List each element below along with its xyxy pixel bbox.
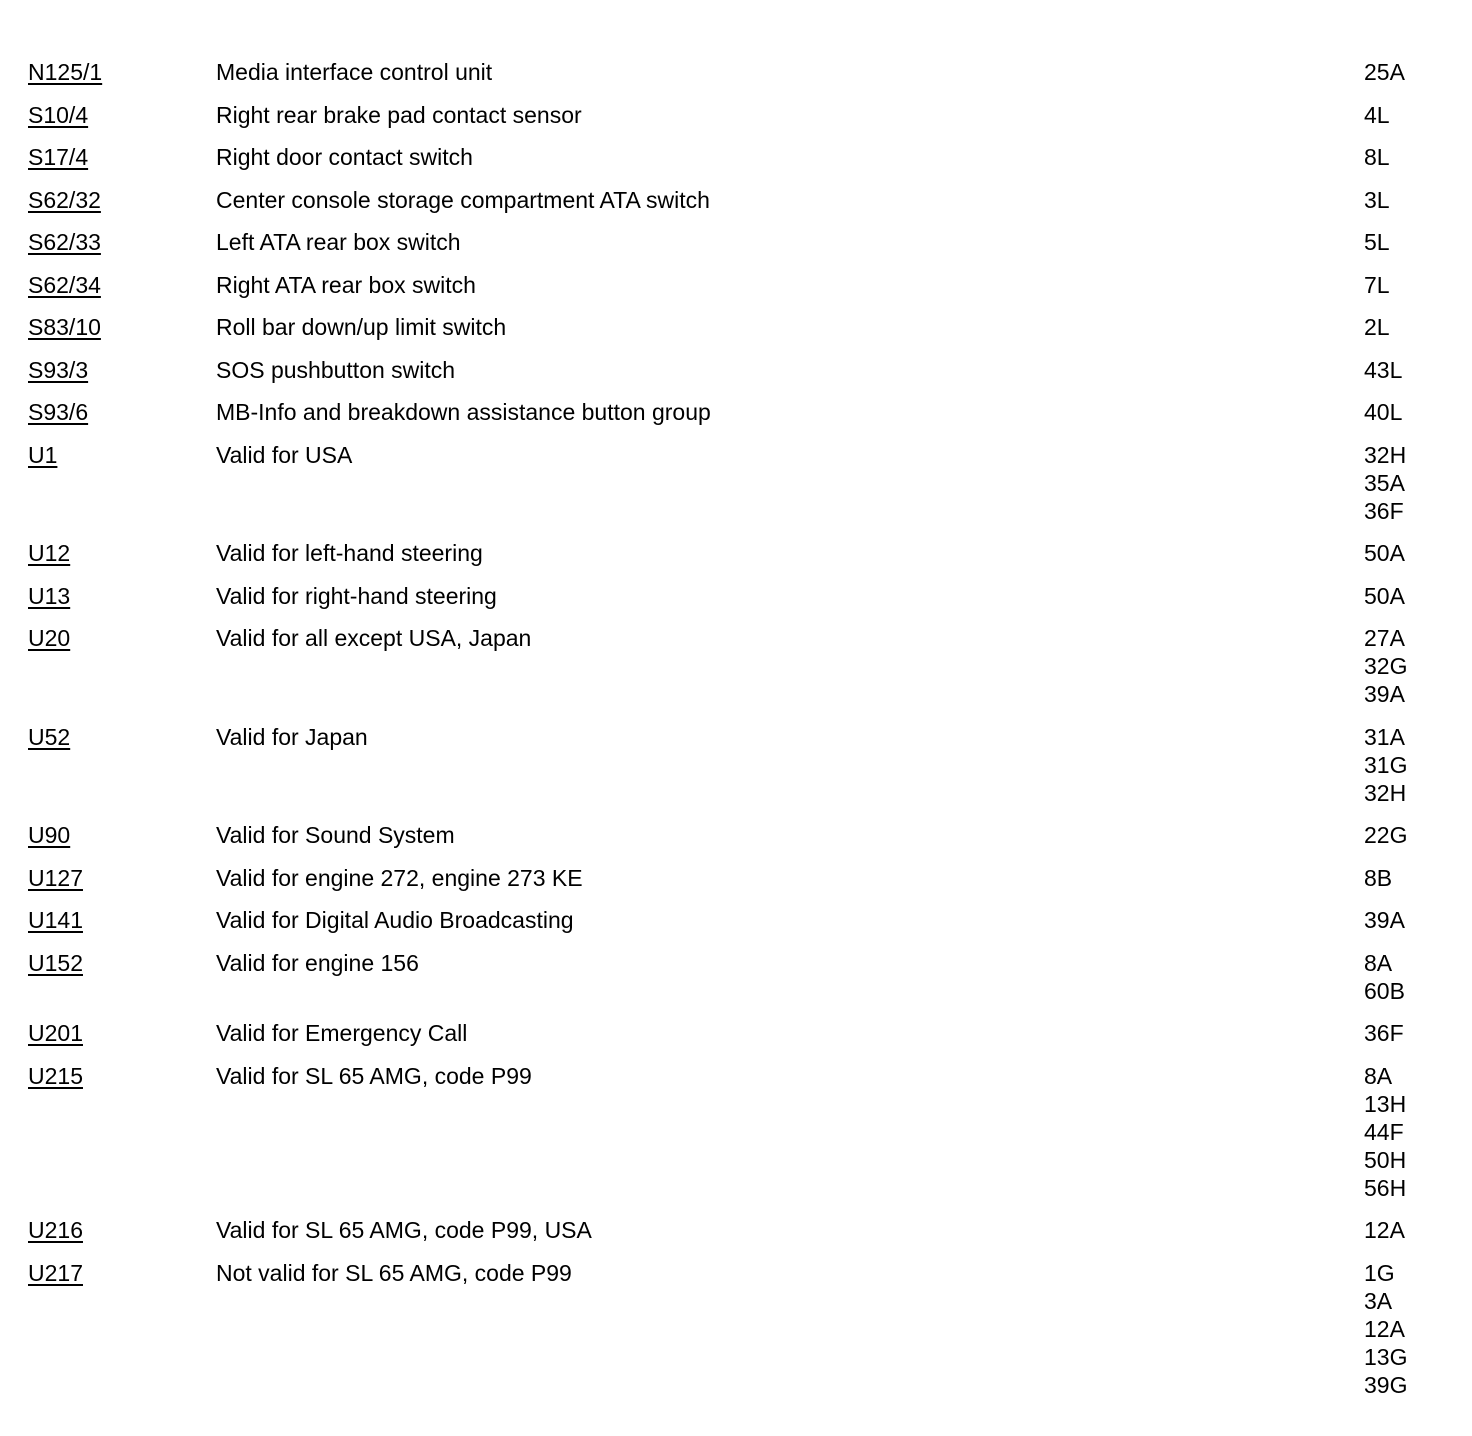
legend-row xyxy=(28,949,1448,1005)
component-code-link[interactable]: S62/33 xyxy=(28,229,101,255)
component-code-link[interactable]: S93/3 xyxy=(28,356,89,383)
component-description: Valid for Digital Audio Broadcasting xyxy=(216,907,574,933)
grid-location: 36F xyxy=(1364,497,1404,524)
component-code-link[interactable]: S17/4 xyxy=(28,144,89,170)
grid-location: 25A xyxy=(1364,59,1405,85)
legend-row xyxy=(28,356,1448,384)
grid-location: 50H xyxy=(1364,1146,1407,1173)
grid-location: 39G xyxy=(1364,1371,1408,1398)
legend-row xyxy=(28,441,1448,525)
component-description: Valid for engine 272, engine 273 KE xyxy=(216,864,583,891)
component-description: Valid for SL 65 AMG, code P99, USA xyxy=(216,1217,592,1243)
component-code-link[interactable]: U13 xyxy=(28,582,71,609)
grid-location: 32H xyxy=(1364,441,1407,468)
grid-location: 13G xyxy=(1364,1343,1408,1370)
grid-locations xyxy=(1364,624,1448,708)
component-code-link[interactable]: U1 xyxy=(28,441,58,468)
grid-location: 8L xyxy=(1364,144,1390,170)
grid-location: 31A xyxy=(1364,723,1405,750)
grid-locations xyxy=(1364,441,1448,525)
component-code-link[interactable]: U217 xyxy=(28,1259,83,1286)
grid-location: 12A xyxy=(1364,1315,1405,1342)
legend-row xyxy=(28,271,1448,299)
component-description: MB-Info and breakdown assistance button group xyxy=(216,399,711,425)
grid-location: 1G xyxy=(1364,1259,1395,1286)
component-description: Valid for left-hand steering xyxy=(216,540,483,566)
component-code-link[interactable]: U12 xyxy=(28,540,71,566)
component-description: Center console storage compartment ATA switch xyxy=(216,186,710,213)
legend-row xyxy=(28,143,1448,171)
component-legend-table xyxy=(28,58,1448,1413)
grid-locations xyxy=(1364,228,1448,256)
grid-locations xyxy=(1364,101,1448,129)
grid-location: 39A xyxy=(1364,907,1405,933)
component-description: Media interface control unit xyxy=(216,59,493,85)
component-description: SOS pushbutton switch xyxy=(216,356,456,383)
grid-locations xyxy=(1364,582,1448,610)
legend-row xyxy=(28,1062,1448,1202)
component-code-link[interactable]: S62/32 xyxy=(28,186,101,213)
component-description: Valid for engine 156 xyxy=(216,949,419,976)
component-description: Valid for USA xyxy=(216,441,353,468)
component-code-link[interactable]: U52 xyxy=(28,723,71,750)
legend-row xyxy=(28,58,1448,86)
legend-row xyxy=(28,101,1448,129)
grid-location: 7L xyxy=(1364,271,1390,298)
component-code-link[interactable]: S93/6 xyxy=(28,399,89,425)
grid-location: 40L xyxy=(1364,399,1403,425)
component-code-link[interactable]: U152 xyxy=(28,949,83,976)
grid-locations xyxy=(1364,1019,1448,1047)
component-code-link[interactable]: U215 xyxy=(28,1062,83,1089)
component-description: Valid for SL 65 AMG, code P99 xyxy=(216,1062,532,1089)
grid-locations xyxy=(1364,821,1448,849)
grid-locations xyxy=(1364,58,1448,86)
legend-row xyxy=(28,1259,1448,1399)
grid-location: 32H xyxy=(1364,779,1407,806)
grid-locations xyxy=(1364,356,1448,384)
component-description: Right ATA rear box switch xyxy=(216,271,476,298)
grid-location: 22G xyxy=(1364,822,1408,848)
component-code-link[interactable]: U201 xyxy=(28,1020,83,1046)
grid-location: 44F xyxy=(1364,1118,1404,1145)
component-description: Left ATA rear box switch xyxy=(216,229,461,255)
grid-location: 43L xyxy=(1364,356,1403,383)
grid-location: 60B xyxy=(1364,977,1405,1004)
grid-locations xyxy=(1364,1259,1448,1399)
component-description: Valid for Sound System xyxy=(216,822,455,848)
grid-location: 2L xyxy=(1364,314,1390,340)
grid-location: 5L xyxy=(1364,229,1390,255)
grid-location: 8B xyxy=(1364,864,1393,891)
grid-location: 8A xyxy=(1364,1062,1393,1089)
grid-location: 50A xyxy=(1364,582,1405,609)
grid-location: 39A xyxy=(1364,681,1405,707)
component-description: Valid for all except USA, Japan xyxy=(216,625,532,651)
component-description: Right door contact switch xyxy=(216,144,473,170)
component-code-link[interactable]: U216 xyxy=(28,1217,83,1243)
component-description: Valid for Emergency Call xyxy=(216,1020,468,1046)
grid-location: 31G xyxy=(1364,751,1408,778)
grid-location: 4L xyxy=(1364,101,1390,128)
grid-locations xyxy=(1364,864,1448,892)
grid-location: 3A xyxy=(1364,1287,1393,1314)
component-code-link[interactable]: U141 xyxy=(28,907,83,933)
grid-locations xyxy=(1364,723,1448,807)
grid-locations xyxy=(1364,313,1448,341)
grid-locations xyxy=(1364,539,1448,567)
legend-row xyxy=(28,186,1448,214)
component-description: Right rear brake pad contact sensor xyxy=(216,101,582,128)
grid-location: 3L xyxy=(1364,186,1390,213)
legend-row xyxy=(28,398,1448,426)
component-description: Valid for right-hand steering xyxy=(216,582,497,609)
legend-row xyxy=(28,582,1448,610)
component-description: Roll bar down/up limit switch xyxy=(216,314,507,340)
legend-row xyxy=(28,906,1448,934)
grid-location: 12A xyxy=(1364,1217,1405,1243)
legend-row xyxy=(28,1019,1448,1047)
legend-row xyxy=(28,723,1448,807)
grid-locations xyxy=(1364,1216,1448,1244)
legend-row xyxy=(28,313,1448,341)
component-code-link[interactable]: S10/4 xyxy=(28,101,89,128)
grid-locations xyxy=(1364,398,1448,426)
legend-row xyxy=(28,1216,1448,1244)
grid-locations xyxy=(1364,1062,1448,1202)
grid-location: 35A xyxy=(1364,469,1405,496)
legend-row xyxy=(28,228,1448,256)
grid-location: 8A xyxy=(1364,949,1393,976)
grid-location: 13H xyxy=(1364,1090,1407,1117)
component-code-link[interactable]: U127 xyxy=(28,864,83,891)
legend-row xyxy=(28,624,1448,708)
grid-locations xyxy=(1364,186,1448,214)
grid-location: 27A xyxy=(1364,625,1405,651)
component-description: Valid for Japan xyxy=(216,723,368,750)
legend-row xyxy=(28,821,1448,849)
grid-locations xyxy=(1364,271,1448,299)
grid-location: 50A xyxy=(1364,540,1405,566)
grid-locations xyxy=(1364,906,1448,934)
grid-locations xyxy=(1364,143,1448,171)
legend-row xyxy=(28,539,1448,567)
grid-location: 56H xyxy=(1364,1174,1407,1201)
component-code-link[interactable]: U90 xyxy=(28,822,71,848)
component-description: Not valid for SL 65 AMG, code P99 xyxy=(216,1259,572,1286)
component-code-link[interactable]: S83/10 xyxy=(28,314,101,340)
component-code-link[interactable]: N125/1 xyxy=(28,59,103,85)
component-code-link[interactable]: S62/34 xyxy=(28,271,101,298)
grid-location: 36F xyxy=(1364,1020,1404,1046)
grid-location: 32G xyxy=(1364,653,1408,679)
grid-locations xyxy=(1364,949,1448,1005)
legend-row xyxy=(28,864,1448,892)
component-code-link[interactable]: U20 xyxy=(28,625,71,651)
